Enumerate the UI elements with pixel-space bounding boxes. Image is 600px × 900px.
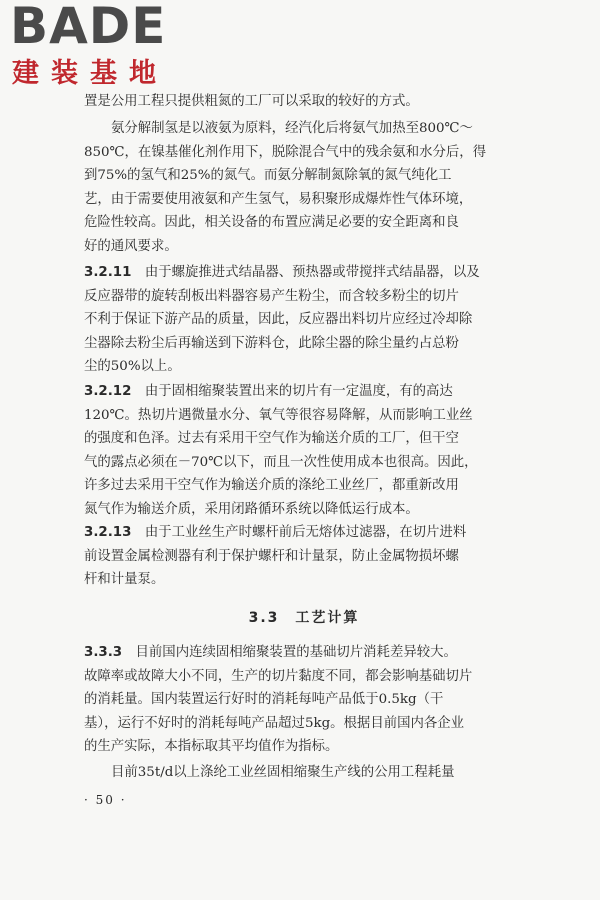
clause-number: 3.2.13 (84, 525, 145, 540)
text-line (84, 117, 524, 141)
line-text: 由于螺旋推进式结晶器、预热器或带搅拌式结晶器，以及 (144, 265, 480, 280)
paragraph-final (84, 761, 524, 785)
line-text: 置是公用工程只提供粗氮的工厂可以采取的较好的方式。 (84, 94, 419, 109)
text-line (84, 521, 524, 545)
line-text: 由于固相缩聚装置出来的切片有一定温度，有的高达 (144, 384, 453, 399)
text-line (84, 235, 524, 259)
line-text: 艺，由于需要使用液氨和产生氢气，易积聚形成爆炸性气体环境， (84, 191, 473, 207)
clause-number: 3.2.11 (84, 265, 145, 280)
line-text: 气的露点必须在－70℃以下，而且一次性使用成本也很高。因此， (84, 454, 478, 470)
line-text: 目前国内连续固相缩聚装置的基础切片消耗差异较大。 (135, 645, 457, 660)
line-text: 的消耗量。国内装置运行好时的消耗每吨产品低于0.5kg（干 (84, 692, 444, 707)
line-text: 氨分解制氢是以液氨为原料，经汽化后将氨气加热至800℃～ (111, 121, 473, 136)
line-text: 120℃。热切片遇微量水分、氧气等很容易降解，从而影响工业丝 (84, 407, 473, 423)
line-text: 的生产实际，本指标取其平均值作为指标。 (84, 739, 339, 754)
text-line (84, 211, 524, 235)
line-text: 850℃，在镍基催化剂作用下，脱除混合气中的残余氨和水分后，得 (84, 144, 487, 160)
text-line (84, 735, 524, 759)
text-line (84, 380, 524, 404)
text-line (84, 261, 524, 285)
line-text: 尘器除去粉尘后再输送到下游料仓，此除尘器的除尘量约占总粉 (84, 335, 459, 351)
text-line (84, 427, 524, 451)
text-line (84, 474, 524, 498)
text-line (84, 355, 524, 379)
paragraph-3-2-12 (84, 380, 524, 521)
page-number: · 50 · (84, 793, 127, 807)
text-line (84, 688, 524, 712)
line-text: 的强度和色泽。过去有采用干空气作为输送介质的工厂，但干空 (84, 431, 459, 446)
paragraph-ammonia (84, 117, 524, 258)
paragraph-continuation (84, 90, 524, 114)
text-line (84, 188, 524, 212)
line-text: 好的通风要求。 (84, 238, 178, 254)
bade-logo (4, 0, 184, 92)
logo-chinese-text: 建装基地 (12, 58, 168, 89)
text-line (84, 498, 524, 522)
paragraph-3-2-11 (84, 261, 524, 379)
line-text: 前设置金属检测器有利于保护螺杆和计量泵，防止金属物损坏螺 (84, 548, 459, 564)
clause-number: 3.2.12 (84, 384, 145, 399)
text-line (84, 568, 524, 592)
text-line (84, 332, 524, 356)
line-text: 不利于保证下游产品的质量，因此，反应器出料切片应经过冷却除 (84, 312, 473, 327)
line-text: 杆和计量泵。 (84, 572, 165, 587)
line-text: 危险性较高。因此，相关设备的布置应满足必要的安全距离和良 (84, 215, 459, 230)
line-text: 由于工业丝生产时螺杆前后无熔体过滤器，在切片进料 (144, 525, 467, 540)
text-line (84, 641, 524, 665)
logo-wordmark: BADE (10, 0, 167, 55)
line-text: 反应器带的旋转刮板出料器容易产生粉尘，而含较多粉尘的切片 (84, 288, 459, 304)
text-line (84, 712, 524, 736)
line-text: 尘的50%以上。 (84, 359, 181, 374)
text-line (84, 761, 524, 785)
line-text: 许多过去采用干空气作为输送介质的涤纶工业丝厂，都重新改用 (84, 478, 459, 493)
paragraph-3-3-3 (84, 641, 524, 759)
clause-number: 3.3.3 (84, 645, 136, 660)
text-line (84, 404, 524, 428)
text-line (84, 665, 524, 689)
line-text: 故障率或故障大小不同，生产的切片黏度不同，都会影响基础切片 (84, 668, 473, 684)
text-line (84, 308, 524, 332)
text-line (84, 141, 524, 165)
line-text: 目前35t/d以上涤纶工业丝固相缩聚生产线的公用工程耗量 (111, 765, 455, 780)
text-line (84, 451, 524, 475)
text-line (84, 164, 524, 188)
line-text: 到75%的氢气和25%的氮气。而氨分解制氮除氧的氮气纯化工 (84, 168, 452, 183)
section-heading: 3.3 工艺计算 (248, 610, 360, 626)
paragraph-3-2-13 (84, 521, 524, 592)
text-line (84, 285, 524, 309)
text-line (84, 90, 524, 114)
line-text: 基），运行不好时的消耗每吨产品超过5kg。根据目前国内各企业 (84, 715, 465, 731)
text-line (84, 545, 524, 569)
line-text: 氮气作为输送介质，采用闭路循环系统以降低运行成本。 (84, 501, 419, 517)
